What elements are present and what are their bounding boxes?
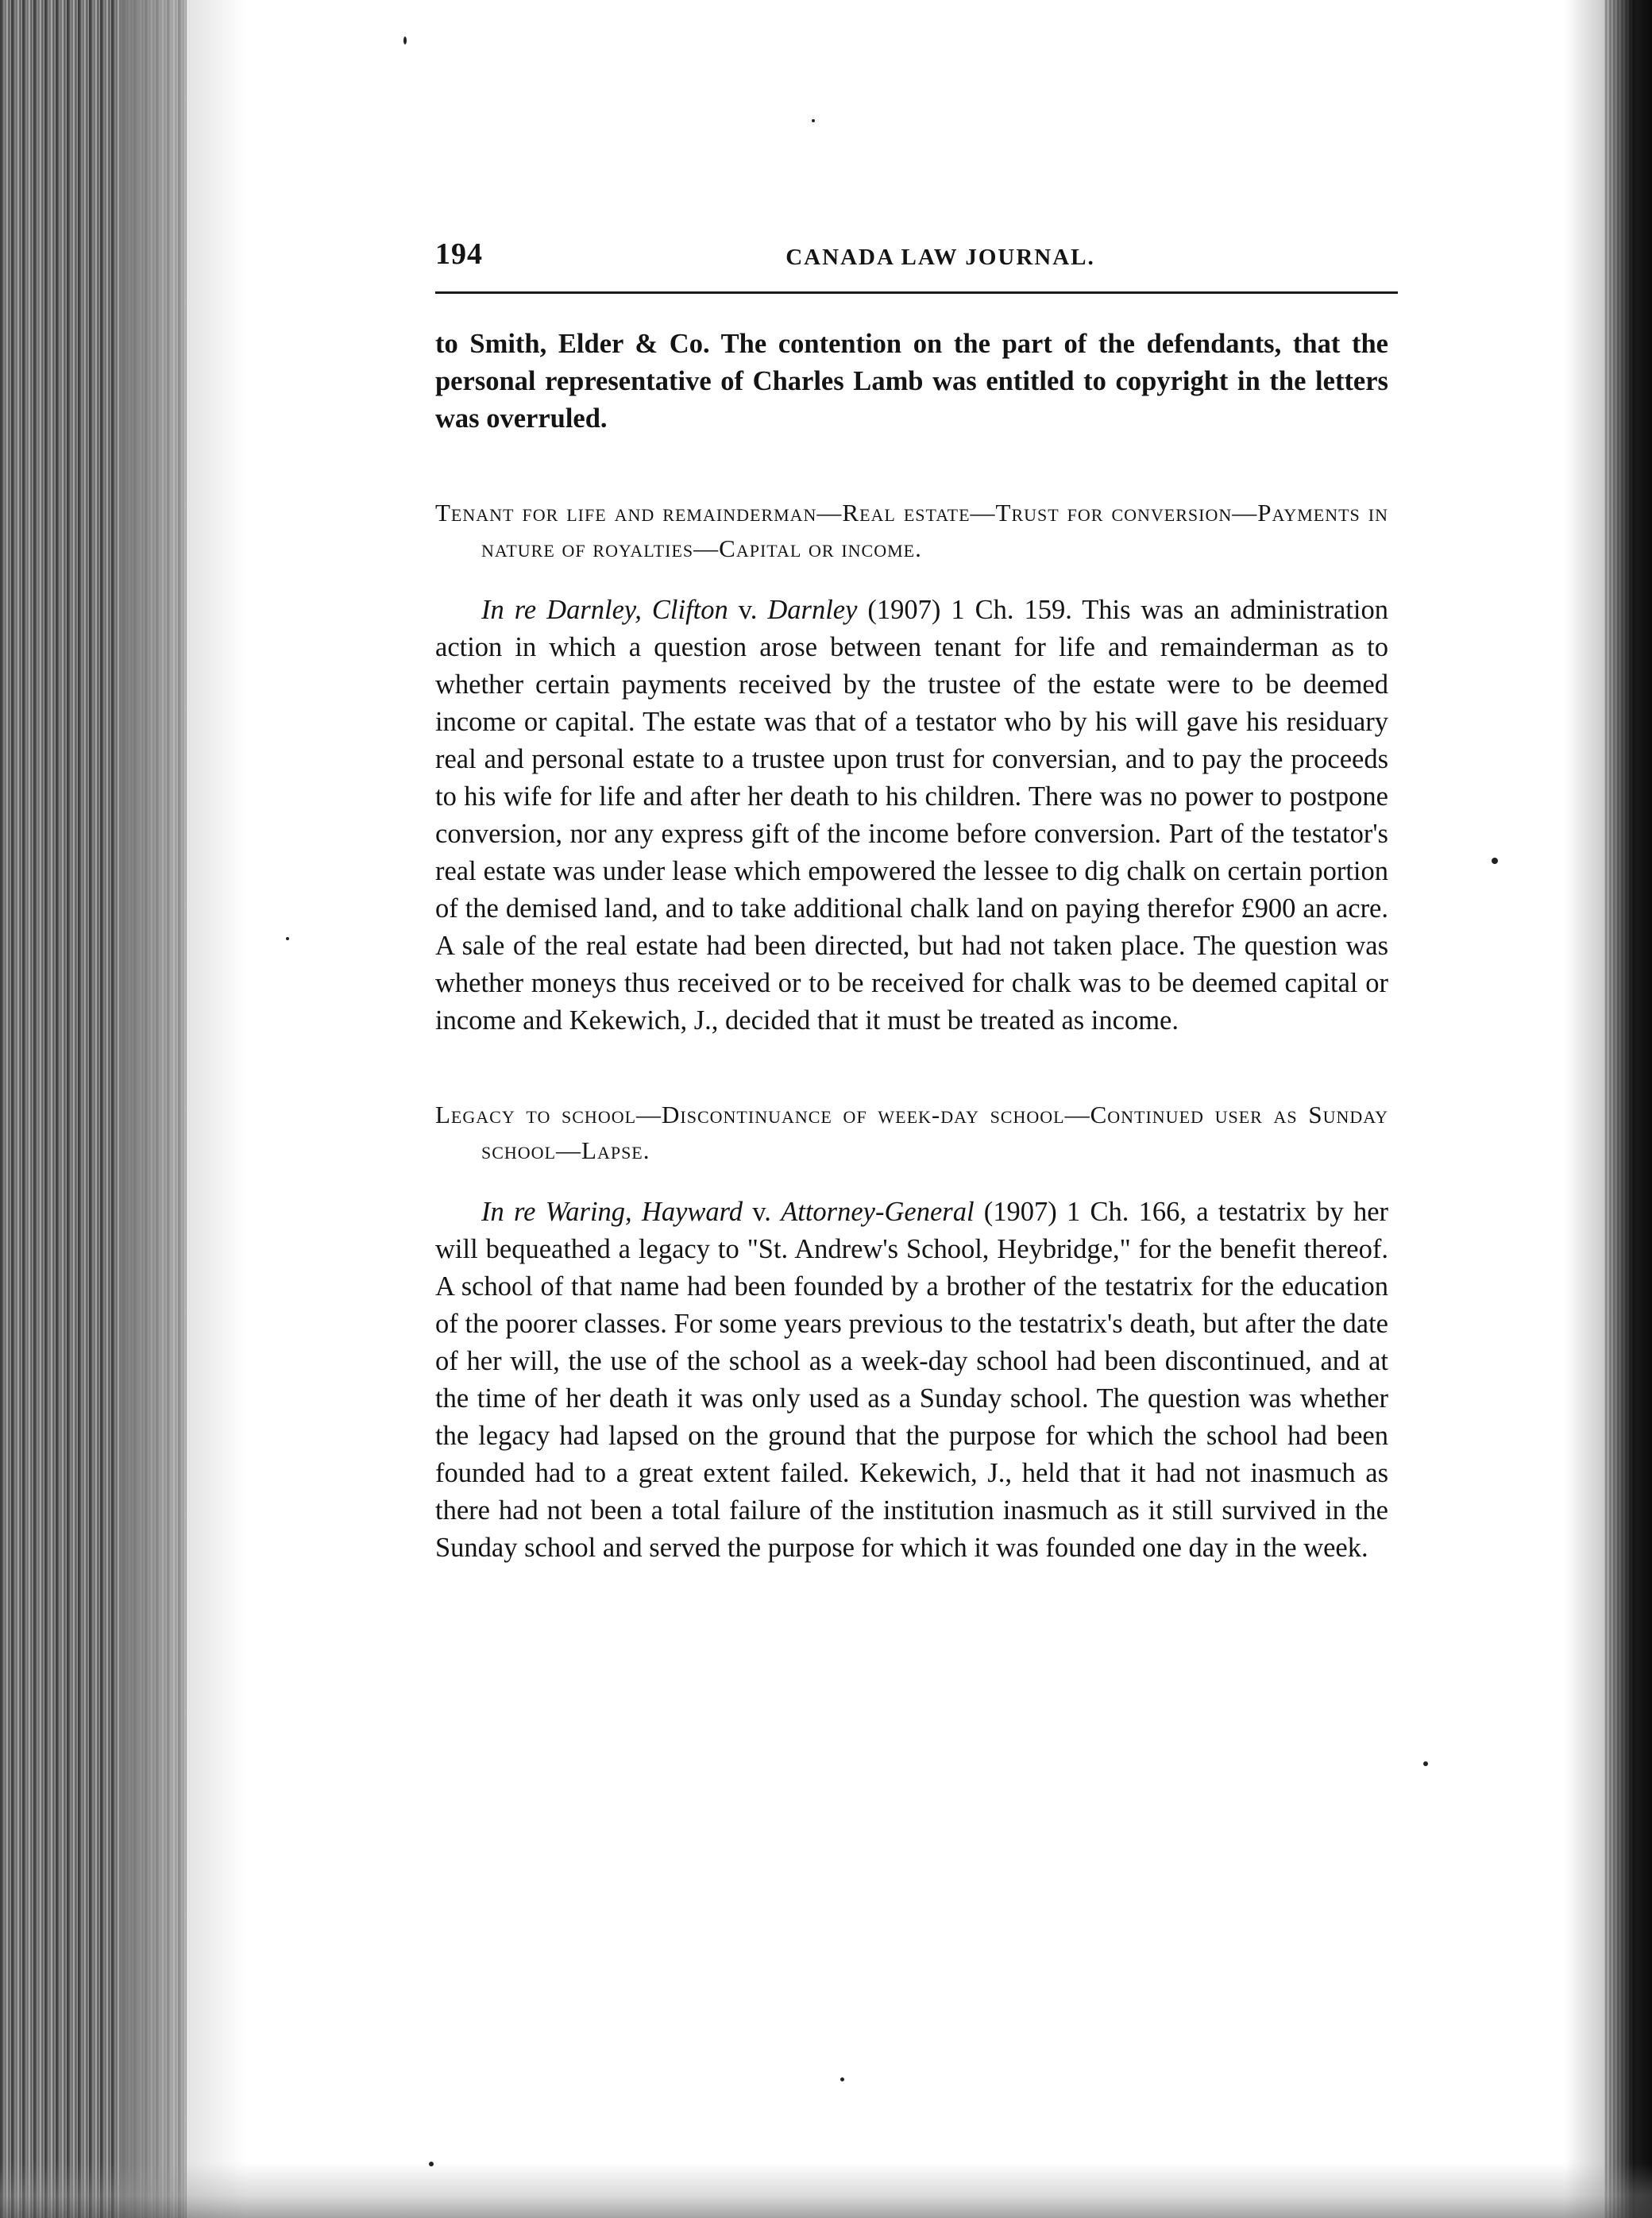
case-paragraph-waring [435, 1194, 1388, 1567]
scanned-bottom-edge [0, 2162, 1652, 2218]
section-heading-tenant-for-life: Tenant for life and remainderman—Real estate—Trust for conversion—Payments in nature of royalties—Capital or income. [435, 499, 1388, 562]
case-versus: v. [728, 595, 768, 625]
scan-speck [403, 37, 407, 44]
scan-speck [840, 2077, 844, 2081]
continuation-paragraph: to Smith, Elder & Co. The contention on the part of the defendants, that the personal representative of Charles Lamb was entitled to copyright in the letters was overruled. [435, 329, 1388, 434]
section-spacer [435, 1040, 1388, 1097]
page-body [435, 326, 1388, 1567]
case-name: In re Darnley, Clifton [481, 595, 728, 625]
scan-speck [429, 2162, 434, 2166]
section-heading-legacy-to-school: Legacy to school—Discontinuance of week-day school—Continued user as Sunday school—Lapse. [435, 1101, 1388, 1164]
case-citation: (1907) 1 Ch. 159. [857, 595, 1072, 625]
case-body: a testatrix by her will bequeathed a legacy to "St. Andrew's School, Heybridge," for the benefit thereof. A school of that name had been founded by a brother of the testatrix for the education of the poorer classes. For some years previous to the testatrix's death, but after the date of her will, the use of the school as a week-day school had been discontinued, and at the time of her death it was only used as a Sunday school. The question was whether the legacy had lapsed on the ground that the purpose for which the school had been founded had to a great extent failed. Kekewich, J., held that it had not inasmuch as there had not been a total failure of the institution inasmuch as it still survived in the Sunday school and served the purpose for which it was founded one day in the week. [435, 1197, 1389, 1563]
case-party: Darnley [767, 595, 858, 625]
running-title: CANADA LAW JOURNAL. [785, 245, 1095, 270]
page-number: 194 [435, 237, 483, 271]
case-name: In re Waring, Hayward [481, 1197, 743, 1227]
case-citation: (1907) 1 Ch. 166, [974, 1197, 1187, 1227]
header-rule [435, 291, 1398, 294]
case-versus: v. [743, 1197, 782, 1227]
scanned-left-gutter-shadow [119, 0, 246, 2218]
scan-speck [1423, 1761, 1428, 1766]
scan-speck [812, 119, 815, 122]
case-party: Attorney-General [781, 1197, 975, 1227]
running-header [435, 230, 1398, 284]
scanned-right-edge-lines [1604, 0, 1636, 2218]
section-spacer [435, 1168, 1388, 1194]
case-body: This was an administration action in which a question arose between tenant for life and remainderman as to whether certain payments received by the trustee of the estate were to be deemed income or capital. The estate was that of a testator who by his will gave his residuary real and personal estate to a trustee upon trust for conversian, and to pay the proceeds to his wife for life and after her death to his children. There was no power to postpone conversion, nor any express gift of the income before conversion. Part of the testator's real estate was under lease which empowered the lessee to dig chalk on certain portion of the demised land, and to take additional chalk land on paying therefor £900 an acre. A sale of the real estate had been directed, but had not taken place. The question was whether moneys thus received or to be received for chalk was to be deemed capital or income and Kekewich, J., decided that it must be treated as income. [435, 595, 1388, 1036]
scan-speck [286, 937, 289, 940]
section-spacer [435, 438, 1388, 495]
case-paragraph-darnley [435, 592, 1388, 1040]
section-spacer [435, 566, 1388, 592]
scan-speck [1492, 858, 1498, 864]
